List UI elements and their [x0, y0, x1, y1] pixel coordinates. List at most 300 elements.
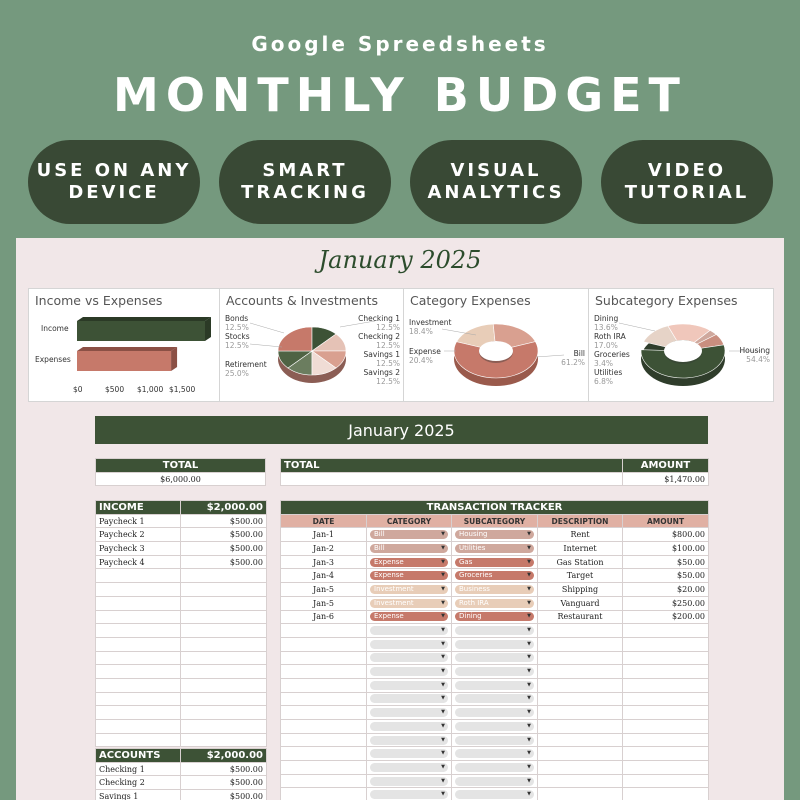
empty-cell[interactable] — [281, 665, 367, 679]
total-value[interactable]: $6,000.00 — [96, 472, 266, 486]
bar-label-expenses: Expenses — [35, 355, 71, 364]
chart-title: Category Expenses — [410, 293, 531, 308]
account-row — [96, 762, 267, 776]
subtitle: Google Spreedsheets — [251, 32, 549, 56]
accounts-chart — [219, 288, 404, 402]
total-header: TOTAL — [96, 459, 266, 473]
empty-row — [96, 610, 267, 624]
category-cell — [367, 542, 452, 556]
income-header: INCOME — [96, 501, 181, 515]
empty-cell[interactable] — [281, 624, 367, 638]
empty-row — [96, 637, 267, 651]
transaction-amount[interactable]: $50.00 — [623, 555, 709, 569]
account-row — [96, 776, 267, 790]
feature-line: TUTORIAL — [624, 182, 750, 203]
empty-cell[interactable] — [281, 678, 367, 692]
subcategory-cell — [452, 555, 538, 569]
empty-transaction-row — [281, 720, 709, 734]
feature-line: USE ON ANY — [36, 160, 192, 181]
pie-label: Investment — [409, 318, 452, 327]
pie-pct: 12.5% — [376, 377, 400, 386]
empty-cell[interactable] — [96, 733, 181, 747]
accounts-pie-svg — [220, 289, 404, 402]
category-cell — [367, 637, 452, 651]
empty-cell[interactable] — [538, 774, 623, 788]
income-row — [96, 555, 267, 569]
empty-transaction-row — [281, 747, 709, 761]
chart-title: Subcategory Expenses — [595, 293, 738, 308]
income-amount[interactable]: $500.00 — [181, 555, 267, 569]
category-donut-svg — [404, 289, 589, 402]
income-name[interactable]: Paycheck 2 — [96, 528, 181, 542]
subcategory-dropdown[interactable] — [455, 722, 534, 731]
category-dropdown[interactable] — [370, 626, 448, 635]
empty-cell[interactable] — [538, 733, 623, 747]
feature-line: TRACKING — [241, 182, 369, 203]
category-cell — [367, 528, 452, 542]
subcategory-dropdown[interactable]: Housing ▼ — [455, 530, 534, 539]
pie-label: Utilities — [594, 368, 623, 377]
empty-cell[interactable] — [181, 733, 267, 747]
income-name[interactable]: Paycheck 4 — [96, 555, 181, 569]
category-cell — [367, 788, 452, 800]
transaction-date[interactable]: Jan-1 — [281, 528, 367, 542]
pie-label: Savings 2 — [363, 368, 400, 377]
category-dropdown[interactable] — [370, 653, 448, 662]
subcategory-cell — [452, 706, 538, 720]
account-name[interactable]: Checking 2 — [96, 776, 181, 790]
subcategory-cell — [452, 569, 538, 583]
bar-top — [77, 317, 211, 321]
subcategory-cell — [452, 637, 538, 651]
transaction-row — [281, 596, 709, 610]
pie-pct: 25.0% — [225, 369, 249, 378]
account-row — [96, 790, 267, 800]
empty-cell[interactable] — [623, 624, 709, 638]
empty-cell[interactable] — [281, 651, 367, 665]
total-amount[interactable]: $1,470.00 — [623, 472, 709, 486]
empty-cell[interactable] — [538, 761, 623, 775]
subcategory-dropdown[interactable] — [455, 749, 534, 758]
empty-cell[interactable] — [623, 678, 709, 692]
empty-cell[interactable] — [623, 692, 709, 706]
subcategory-dropdown[interactable] — [455, 790, 534, 799]
empty-cell[interactable] — [181, 665, 267, 679]
empty-transaction-row — [281, 637, 709, 651]
x-tick-label: $1,500 — [169, 385, 196, 394]
category-dropdown[interactable]: Expense ▼ — [370, 558, 448, 567]
sheet-title: January 2025 — [318, 246, 482, 274]
income-amount[interactable]: $500.00 — [181, 528, 267, 542]
subcategory-dropdown[interactable] — [455, 777, 534, 786]
bar-side — [171, 347, 177, 371]
empty-cell[interactable] — [96, 583, 181, 597]
empty-cell[interactable] — [538, 692, 623, 706]
empty-cell[interactable] — [181, 596, 267, 610]
chart-title: Accounts & Investments — [226, 293, 378, 308]
empty-cell[interactable] — [623, 747, 709, 761]
transaction-date[interactable]: Jan-4 — [281, 569, 367, 583]
category-dropdown[interactable]: Expense ▼ — [370, 612, 448, 621]
subcategory-dropdown[interactable]: Roth IRA ▼ — [455, 599, 534, 608]
month-band: January 2025 — [95, 416, 708, 444]
transaction-description[interactable]: Target — [538, 569, 623, 583]
category-dropdown[interactable]: Investment ▼ — [370, 585, 448, 594]
pie-pct: 12.5% — [376, 359, 400, 368]
pie-pct: 12.5% — [376, 341, 400, 350]
empty-cell[interactable] — [281, 733, 367, 747]
empty-row — [96, 678, 267, 692]
category-cell — [367, 706, 452, 720]
empty-cell[interactable] — [281, 720, 367, 734]
subcategory-dropdown[interactable] — [455, 653, 534, 662]
pie-pct: 12.5% — [225, 341, 249, 350]
category-cell — [367, 720, 452, 734]
subcategory-dropdown[interactable]: Groceries ▼ — [455, 571, 534, 580]
empty-cell[interactable] — [538, 788, 623, 800]
empty-transaction-row — [281, 665, 709, 679]
pie-label: Dining — [594, 314, 619, 323]
transaction-date[interactable]: Jan-5 — [281, 596, 367, 610]
income-table — [95, 500, 267, 747]
subcategory-cell — [452, 720, 538, 734]
feature-line: VISUAL — [450, 160, 542, 181]
empty-cell[interactable] — [96, 569, 181, 583]
main-title: MONTHLY BUDGET — [113, 68, 687, 122]
account-amount[interactable]: $500.00 — [181, 790, 267, 800]
category-dropdown[interactable] — [370, 777, 448, 786]
pie-label: Housing — [739, 346, 770, 355]
empty-cell[interactable] — [538, 747, 623, 761]
tracker-column-header: DESCRIPTION — [538, 514, 623, 528]
account-amount[interactable]: $500.00 — [181, 776, 267, 790]
income-row — [96, 542, 267, 556]
subcategory-dropdown[interactable]: Gas ▼ — [455, 558, 534, 567]
pie-label: Stocks — [225, 332, 250, 341]
empty-cell[interactable] — [96, 624, 181, 638]
empty-cell[interactable] — [281, 761, 367, 775]
empty-cell[interactable] — [623, 706, 709, 720]
empty-row — [96, 706, 267, 720]
empty-transaction-row — [281, 651, 709, 665]
category-cell — [367, 678, 452, 692]
subcategory-chart — [588, 288, 774, 402]
category-dropdown[interactable] — [370, 708, 448, 717]
empty-cell[interactable] — [538, 624, 623, 638]
pie-pct: 20.4% — [409, 356, 433, 365]
transaction-amount[interactable]: $50.00 — [623, 569, 709, 583]
pie-label: Bonds — [225, 314, 249, 323]
subcategory-dropdown[interactable] — [455, 640, 534, 649]
bar-expenses — [77, 351, 171, 371]
subcategory-cell — [452, 651, 538, 665]
subcategory-dropdown[interactable]: Utilities ▼ — [455, 544, 534, 553]
transaction-amount[interactable]: $250.00 — [623, 596, 709, 610]
accounts-total: $2,000.00 — [181, 749, 267, 763]
empty-cell[interactable] — [538, 720, 623, 734]
tracker-column-header: CATEGORY — [367, 514, 452, 528]
empty-cell[interactable] — [96, 706, 181, 720]
account-name[interactable]: Checking 1 — [96, 762, 181, 776]
empty-cell[interactable] — [623, 637, 709, 651]
category-cell — [367, 569, 452, 583]
tracker-column-header: DATE — [281, 514, 367, 528]
category-dropdown[interactable] — [370, 694, 448, 703]
pie-pct: 54.4% — [746, 355, 770, 364]
empty-cell[interactable] — [281, 637, 367, 651]
tracker-title: TRANSACTION TRACKER — [281, 501, 709, 515]
empty-cell[interactable] — [96, 637, 181, 651]
empty-cell[interactable] — [181, 624, 267, 638]
pie-pct: 12.5% — [225, 323, 249, 332]
category-dropdown[interactable] — [370, 749, 448, 758]
transaction-amount[interactable]: $200.00 — [623, 610, 709, 624]
empty-transaction-row — [281, 692, 709, 706]
income-total: $2,000.00 — [181, 501, 267, 515]
empty-row — [96, 651, 267, 665]
empty-transaction-row — [281, 706, 709, 720]
transaction-date[interactable]: Jan-2 — [281, 542, 367, 556]
empty-cell[interactable] — [281, 788, 367, 800]
transaction-description[interactable]: Rent — [538, 528, 623, 542]
subcategory-dropdown[interactable]: Dining ▼ — [455, 612, 534, 621]
feature-line: VIDEO — [647, 160, 727, 181]
account-name[interactable]: Savings 1 — [96, 790, 181, 800]
pie-pct: 18.4% — [409, 327, 433, 336]
amount-header: AMOUNT — [623, 459, 709, 473]
empty-cell[interactable] — [281, 747, 367, 761]
subcategory-dropdown[interactable] — [455, 626, 534, 635]
empty-cell[interactable] — [96, 665, 181, 679]
subcategory-cell — [452, 692, 538, 706]
bar-top — [77, 347, 177, 351]
transaction-amount[interactable]: $20.00 — [623, 583, 709, 597]
subcategory-dropdown[interactable] — [455, 681, 534, 690]
category-dropdown[interactable]: Investment ▼ — [370, 599, 448, 608]
category-cell — [367, 692, 452, 706]
empty-cell[interactable] — [538, 678, 623, 692]
subcategory-cell — [452, 610, 538, 624]
transaction-row — [281, 528, 709, 542]
subcategory-cell — [452, 774, 538, 788]
category-cell — [367, 555, 452, 569]
empty-transaction-row — [281, 788, 709, 800]
subcategory-dropdown[interactable] — [455, 763, 534, 772]
empty-cell[interactable] — [281, 706, 367, 720]
transaction-description[interactable]: Gas Station — [538, 555, 623, 569]
pie-label: Bill — [573, 349, 585, 358]
category-cell — [367, 651, 452, 665]
category-dropdown[interactable]: Bill ▼ — [370, 544, 448, 553]
tracker-column-header: SUBCATEGORY — [452, 514, 538, 528]
category-cell — [367, 774, 452, 788]
feature-pill-device — [28, 140, 200, 224]
x-tick-label: $0 — [73, 385, 83, 394]
subcategory-cell — [452, 788, 538, 800]
pie-pct: 6.8% — [594, 377, 614, 386]
category-dropdown[interactable] — [370, 790, 448, 799]
x-tick-label: $1,000 — [137, 385, 164, 394]
category-chart — [403, 288, 589, 402]
category-dropdown[interactable]: Expense ▼ — [370, 571, 448, 580]
transaction-date[interactable]: Jan-5 — [281, 583, 367, 597]
empty-cell[interactable] — [623, 733, 709, 747]
empty-cell[interactable] — [96, 678, 181, 692]
subcategory-cell — [452, 747, 538, 761]
subcategory-cell — [452, 583, 538, 597]
pie-label: Checking 1 — [358, 314, 400, 323]
income-vs-expenses-chart — [28, 288, 220, 402]
empty-cell[interactable] — [538, 706, 623, 720]
x-tick-label: $500 — [105, 385, 125, 394]
category-cell — [367, 665, 452, 679]
subcategory-donut-svg — [589, 289, 774, 402]
transaction-row — [281, 555, 709, 569]
empty-cell[interactable] — [538, 665, 623, 679]
category-cell — [367, 747, 452, 761]
category-cell — [367, 596, 452, 610]
empty-cell[interactable] — [181, 678, 267, 692]
pie-pct: 61.2% — [561, 358, 585, 367]
empty-row — [96, 596, 267, 610]
feature-pill-tracking — [219, 140, 391, 224]
subcategory-cell — [452, 542, 538, 556]
subcategory-cell — [452, 761, 538, 775]
transaction-amount[interactable]: $100.00 — [623, 542, 709, 556]
feature-pill-analytics — [410, 140, 582, 224]
empty-row — [96, 720, 267, 734]
feature-line: ANALYTICS — [427, 182, 565, 203]
category-dropdown[interactable]: Bill ▼ — [370, 530, 448, 539]
subcategory-cell — [452, 665, 538, 679]
transaction-amount[interactable]: $800.00 — [623, 528, 709, 542]
empty-cell[interactable] — [623, 665, 709, 679]
subcategory-dropdown[interactable] — [455, 667, 534, 676]
account-amount[interactable]: $500.00 — [181, 762, 267, 776]
income-row — [96, 528, 267, 542]
total-right-table — [280, 458, 709, 486]
category-dropdown[interactable] — [370, 722, 448, 731]
feature-pill-tutorial — [601, 140, 773, 224]
subcategory-dropdown[interactable] — [455, 736, 534, 745]
empty-cell[interactable] — [96, 720, 181, 734]
transaction-date[interactable]: Jan-6 — [281, 610, 367, 624]
chart-title: Income vs Expenses — [35, 293, 163, 308]
subcategory-cell — [452, 678, 538, 692]
income-name[interactable]: Paycheck 1 — [96, 514, 181, 528]
category-cell — [367, 733, 452, 747]
category-dropdown[interactable] — [370, 640, 448, 649]
empty-cell[interactable] — [181, 637, 267, 651]
subcategory-cell — [452, 596, 538, 610]
transaction-row — [281, 583, 709, 597]
transaction-description[interactable]: Internet — [538, 542, 623, 556]
category-dropdown[interactable] — [370, 736, 448, 745]
bar-label-income: Income — [41, 324, 69, 333]
accounts-table — [95, 748, 267, 800]
empty-cell[interactable] — [623, 788, 709, 800]
transaction-row — [281, 569, 709, 583]
transaction-row — [281, 542, 709, 556]
pie-pct: 17.0% — [594, 341, 618, 350]
pie-slice — [278, 327, 312, 351]
income-name[interactable]: Paycheck 3 — [96, 542, 181, 556]
empty-cell[interactable] — [623, 774, 709, 788]
empty-cell[interactable] — [181, 569, 267, 583]
empty-cell[interactable] — [96, 596, 181, 610]
empty-cell[interactable] — [623, 651, 709, 665]
spreadsheet-preview — [16, 238, 784, 800]
income-amount[interactable]: $500.00 — [181, 542, 267, 556]
empty-transaction-row — [281, 678, 709, 692]
pie-pct: 13.6% — [594, 323, 618, 332]
transaction-description[interactable]: Vanguard — [538, 596, 623, 610]
transaction-description[interactable]: Restaurant — [538, 610, 623, 624]
income-row — [96, 514, 267, 528]
pie-pct: 12.5% — [376, 323, 400, 332]
total-header: TOTAL — [281, 459, 623, 473]
transaction-description[interactable]: Shipping — [538, 583, 623, 597]
pie-label: Savings 1 — [363, 350, 400, 359]
transaction-date[interactable]: Jan-3 — [281, 555, 367, 569]
pie-label: Roth IRA — [594, 332, 626, 341]
empty-cell[interactable] — [181, 610, 267, 624]
empty-cell[interactable] — [96, 692, 181, 706]
empty-cell[interactable] — [181, 692, 267, 706]
subcategory-dropdown[interactable]: Business ▼ — [455, 585, 534, 594]
empty-cell[interactable] — [623, 761, 709, 775]
tracker-column-header: AMOUNT — [623, 514, 709, 528]
category-cell — [367, 610, 452, 624]
empty-cell[interactable] — [623, 720, 709, 734]
empty-cell[interactable] — [538, 637, 623, 651]
subcategory-cell — [452, 528, 538, 542]
empty-cell[interactable] — [181, 651, 267, 665]
pie-label: Retirement — [225, 360, 267, 369]
empty-row — [96, 569, 267, 583]
empty-row — [96, 624, 267, 638]
category-dropdown[interactable] — [370, 763, 448, 772]
empty-row — [96, 733, 267, 747]
empty-cell[interactable] — [96, 610, 181, 624]
subcategory-dropdown[interactable] — [455, 694, 534, 703]
income-vs-expenses-svg — [29, 289, 220, 402]
subcategory-cell — [452, 733, 538, 747]
transaction-row — [281, 610, 709, 624]
pie-pct: 3.4% — [594, 359, 614, 368]
category-dropdown[interactable] — [370, 681, 448, 690]
subcategory-cell — [452, 624, 538, 638]
empty-cell[interactable] — [281, 692, 367, 706]
income-amount[interactable]: $500.00 — [181, 514, 267, 528]
empty-cell[interactable] — [96, 651, 181, 665]
empty-cell[interactable] — [181, 583, 267, 597]
pie-label: Groceries — [594, 350, 630, 359]
category-dropdown[interactable] — [370, 667, 448, 676]
empty-cell[interactable] — [181, 720, 267, 734]
total-left-table — [95, 458, 266, 486]
pie-label: Checking 2 — [358, 332, 400, 341]
category-cell — [367, 583, 452, 597]
empty-cell[interactable] — [181, 706, 267, 720]
empty-transaction-row — [281, 733, 709, 747]
bar-side — [205, 317, 211, 341]
empty-row — [96, 692, 267, 706]
empty-cell[interactable] — [538, 651, 623, 665]
empty-cell[interactable] — [281, 774, 367, 788]
empty-transaction-row — [281, 774, 709, 788]
subcategory-dropdown[interactable] — [455, 708, 534, 717]
